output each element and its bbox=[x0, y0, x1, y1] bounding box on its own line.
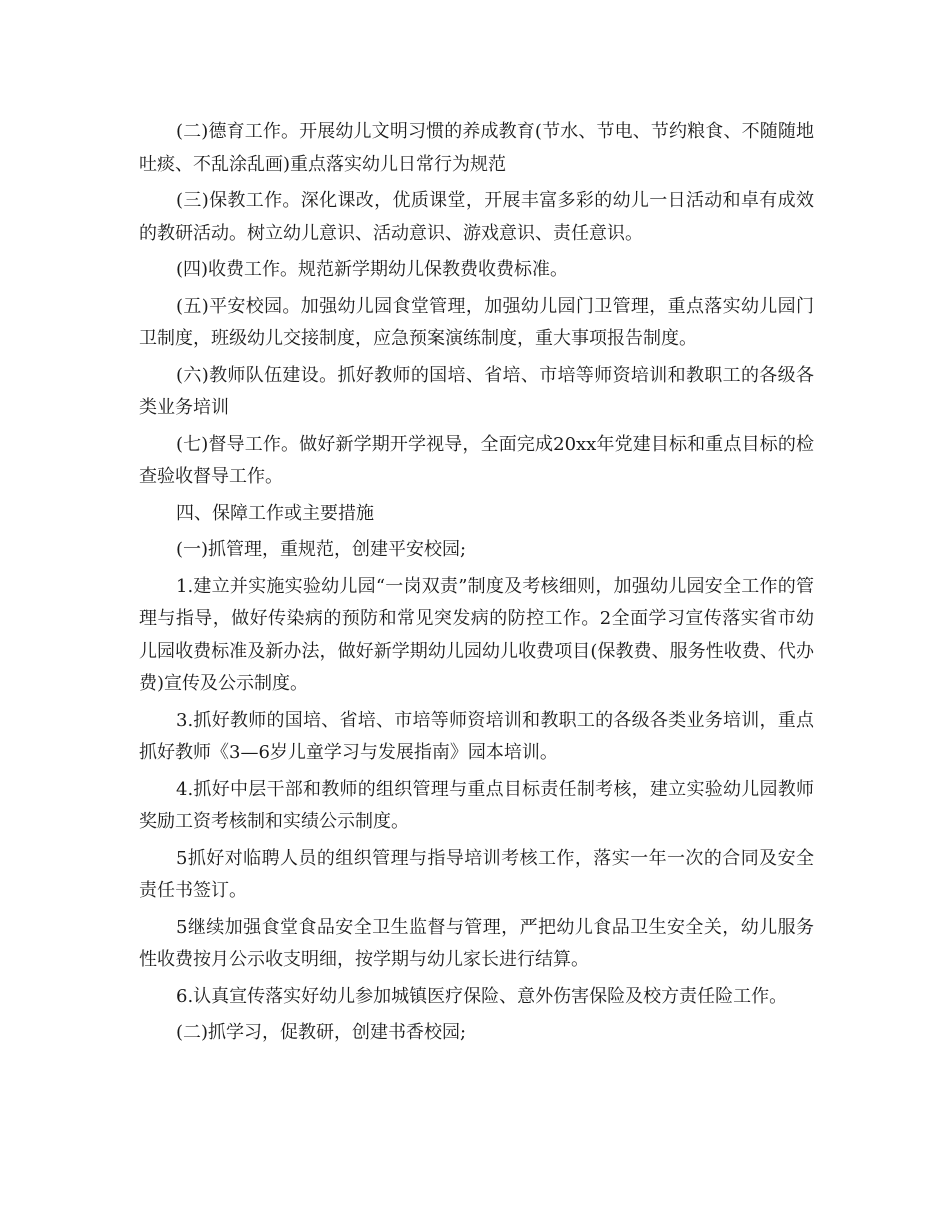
paragraph-fees: (四)收费工作。规范新学期幼儿保教费收费标准。 bbox=[176, 259, 569, 280]
subheading-study: (二)抓学习，促教研，创建书香校园; bbox=[176, 1022, 467, 1043]
list-item-4: 4.抓好中层干部和教师的组织管理与重点目标责任制考核，建立实验幼儿园教师奖励工资考核制和实绩公示制度。 bbox=[139, 778, 814, 832]
paragraph-safe-campus: (五)平安校园。加强幼儿园食堂管理，加强幼儿园门卫管理，重点落实幼儿园门卫制度，班级幼儿交接制度，应急预案演练制度，重大事项报告制度。 bbox=[139, 295, 814, 349]
list-item-6: 6.认真宣传落实好幼儿参加城镇医疗保险、意外伤害保险及校方责任险工作。 bbox=[176, 985, 788, 1007]
list-item-5a: 5抓好对临聘人员的组织管理与指导培训考核工作，落实一年一次的合同及安全责任书签订。 bbox=[139, 847, 814, 901]
document-body bbox=[139, 116, 814, 1054]
list-item-5b: 5继续加强食堂食品安全卫生监督与管理，严把幼儿食品卫生安全关，幼儿服务性收费按月公示收支明细，按学期与幼儿家长进行结算。 bbox=[139, 916, 814, 970]
paragraph-supervision: (七)督导工作。做好新学期开学视导，全面完成20xx年党建目标和重点目标的检查验收督导工作。 bbox=[139, 433, 814, 487]
list-item-3: 3.抓好教师的国培、省培、市培等师资培训和教职工的各级各类业务培训，重点抓好教师《3—6岁儿童学习与发展指南》园本培训。 bbox=[139, 709, 814, 763]
section-heading-measures: 四、保障工作或主要措施 bbox=[176, 502, 374, 524]
paragraph-childcare-education: (三)保教工作。深化课改，优质课堂，开展丰富多彩的幼儿一日活动和卓有成效的教研活动。树立幼儿意识、活动意识、游戏意识、责任意识。 bbox=[139, 190, 814, 244]
paragraph-moral-education: (二)德育工作。开展幼儿文明习惯的养成教育(节水、节电、节约粮食、不随随地吐痰、不乱涂乱画)重点落实幼儿日常行为规范 bbox=[139, 121, 814, 175]
list-item-1: 1.建立并实施实验幼儿园“一岗双责”制度及考核细则，加强幼儿园安全工作的管理与指导，做好传染病的预防和常见突发病的防控工作。2全面学习宣传落实省市幼儿园收费标准及新办法，做好新学期幼儿园幼儿收费项目(保教费、服务性收费、代办费)宣传及公示制度。 bbox=[139, 575, 814, 694]
paragraph-teacher-team: (六)教师队伍建设。抓好教师的国培、省培、市培等师资培训和教职工的各级各类业务培训 bbox=[139, 364, 814, 418]
subheading-management: (一)抓管理，重规范，创建平安校园; bbox=[176, 539, 467, 560]
